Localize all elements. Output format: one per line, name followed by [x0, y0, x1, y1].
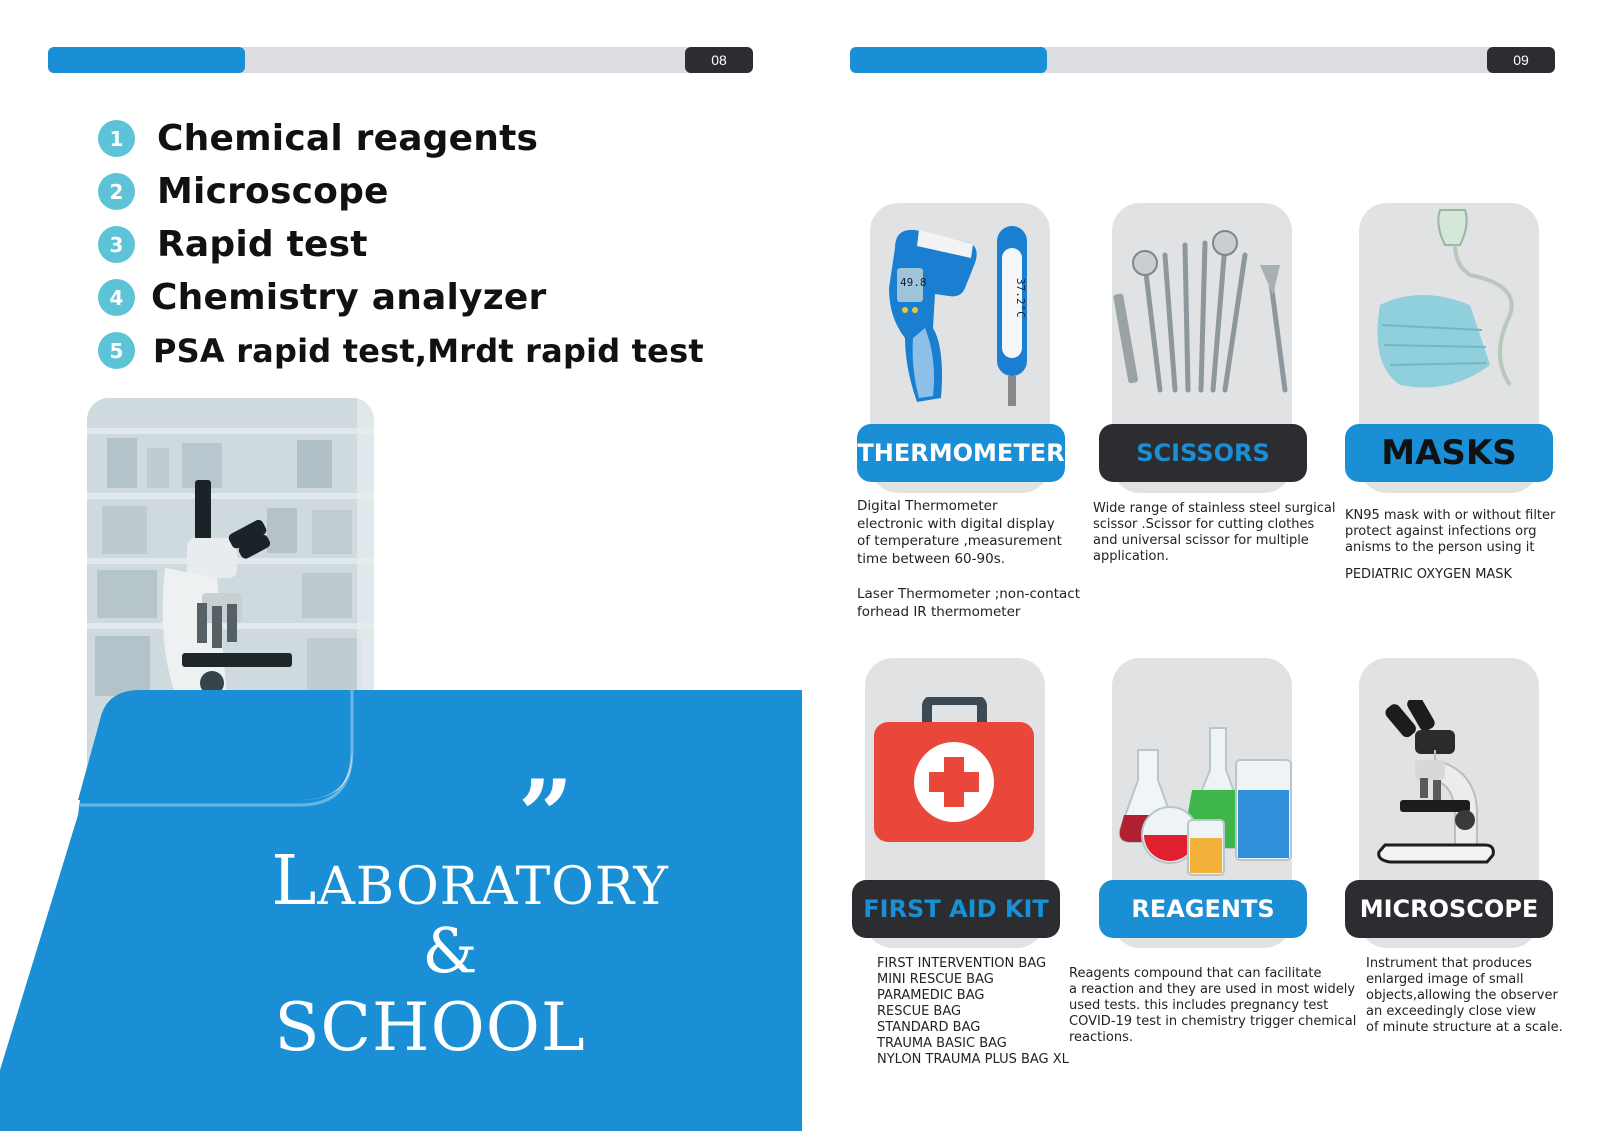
- progress-fill-left: [48, 47, 245, 73]
- label-first-aid-kit: FIRST AID KIT: [852, 880, 1060, 938]
- banner-title-line1: [200, 842, 740, 921]
- label-microscope: MICROSCOPE: [1345, 880, 1553, 938]
- list-number-badge: 2: [98, 173, 135, 210]
- list-number-badge: 4: [98, 279, 135, 316]
- label-thermometer: THERMOMETER: [857, 424, 1065, 482]
- list-item-label: PSA rapid test,Mrdt rapid test: [153, 331, 704, 370]
- first-aid-kit-image: [872, 697, 1037, 847]
- list-number-badge: 1: [98, 120, 135, 157]
- microscope-image: [1375, 700, 1525, 865]
- list-item-label: Chemistry analyzer: [151, 277, 547, 318]
- scissors-description: Wide range of stainless steel surgical scissor .Scissor for cutting clothes and universal scissor for multiple application.: [1093, 501, 1336, 564]
- reagents-description: Reagents compound that can facilitate a reaction and they are used in most widely used tests. this includes pregnancy test COVID-19 test in chemistry trigger chemical reactions.: [1069, 966, 1357, 1045]
- label-scissors: SCISSORS: [1099, 424, 1307, 482]
- banner-title-line3: SCHOOL: [274, 989, 586, 1066]
- masks-image: [1360, 205, 1545, 415]
- reagents-image: [1118, 720, 1293, 880]
- page-number-left: 08: [685, 47, 753, 73]
- thermometer-description: Digital Thermometer electronic with digital display of temperature ,measurement time between 60-90s.: [857, 498, 1062, 567]
- first-aid-kit-extra-description: NYLON TRAUMA PLUS BAG XL: [877, 1052, 1069, 1067]
- list-number-badge: 3: [98, 226, 135, 263]
- thermometer-extra-description: Laser Thermometer ;non-contact forhead IR thermometer: [857, 586, 1081, 620]
- masks-description: KN95 mask with or without filter protect against infections org anisms to the person using it: [1345, 508, 1556, 555]
- list-item: [98, 324, 704, 377]
- page-progress-left: [48, 47, 753, 73]
- list-item-label: Chemical reagents: [157, 118, 539, 159]
- list-item: [98, 112, 704, 165]
- list-item: [98, 218, 704, 271]
- thermometer-gun-reading: 49.8: [900, 276, 927, 289]
- label-reagents: REAGENTS: [1099, 880, 1307, 938]
- page-progress-right: [850, 47, 1555, 73]
- scissors-image: [1105, 225, 1305, 405]
- banner-title-line2: &: [422, 914, 478, 987]
- page-number-right: 09: [1487, 47, 1555, 73]
- list-item: [98, 165, 704, 218]
- quote-mark: ”: [518, 759, 574, 872]
- thermometer-image: [875, 218, 1045, 418]
- microscope-description: Instrument that produces enlarged image of small objects,allowing the observer an exceedingly close view of minute structure at a scale.: [1366, 956, 1563, 1035]
- list-number-badge: 5: [98, 332, 135, 369]
- progress-fill-right: [850, 47, 1047, 73]
- title-initial: L: [271, 842, 318, 921]
- feature-list: [98, 112, 704, 377]
- list-item: [98, 271, 704, 324]
- title-rest: ABORATORY: [317, 857, 669, 917]
- first-aid-kit-description: FIRST INTERVENTION BAG MINI RESCUE BAG PARAMEDIC BAG RESCUE BAG STANDARD BAG TRAUMA BASIC BAG: [877, 956, 1047, 1051]
- label-masks: MASKS: [1345, 424, 1553, 482]
- thermometer-digital-reading: 37.2°C: [1014, 278, 1027, 318]
- list-item-label: Rapid test: [157, 224, 368, 265]
- list-item-label: Microscope: [157, 171, 389, 212]
- masks-extra-description: PEDIATRIC OXYGEN MASK: [1345, 567, 1513, 582]
